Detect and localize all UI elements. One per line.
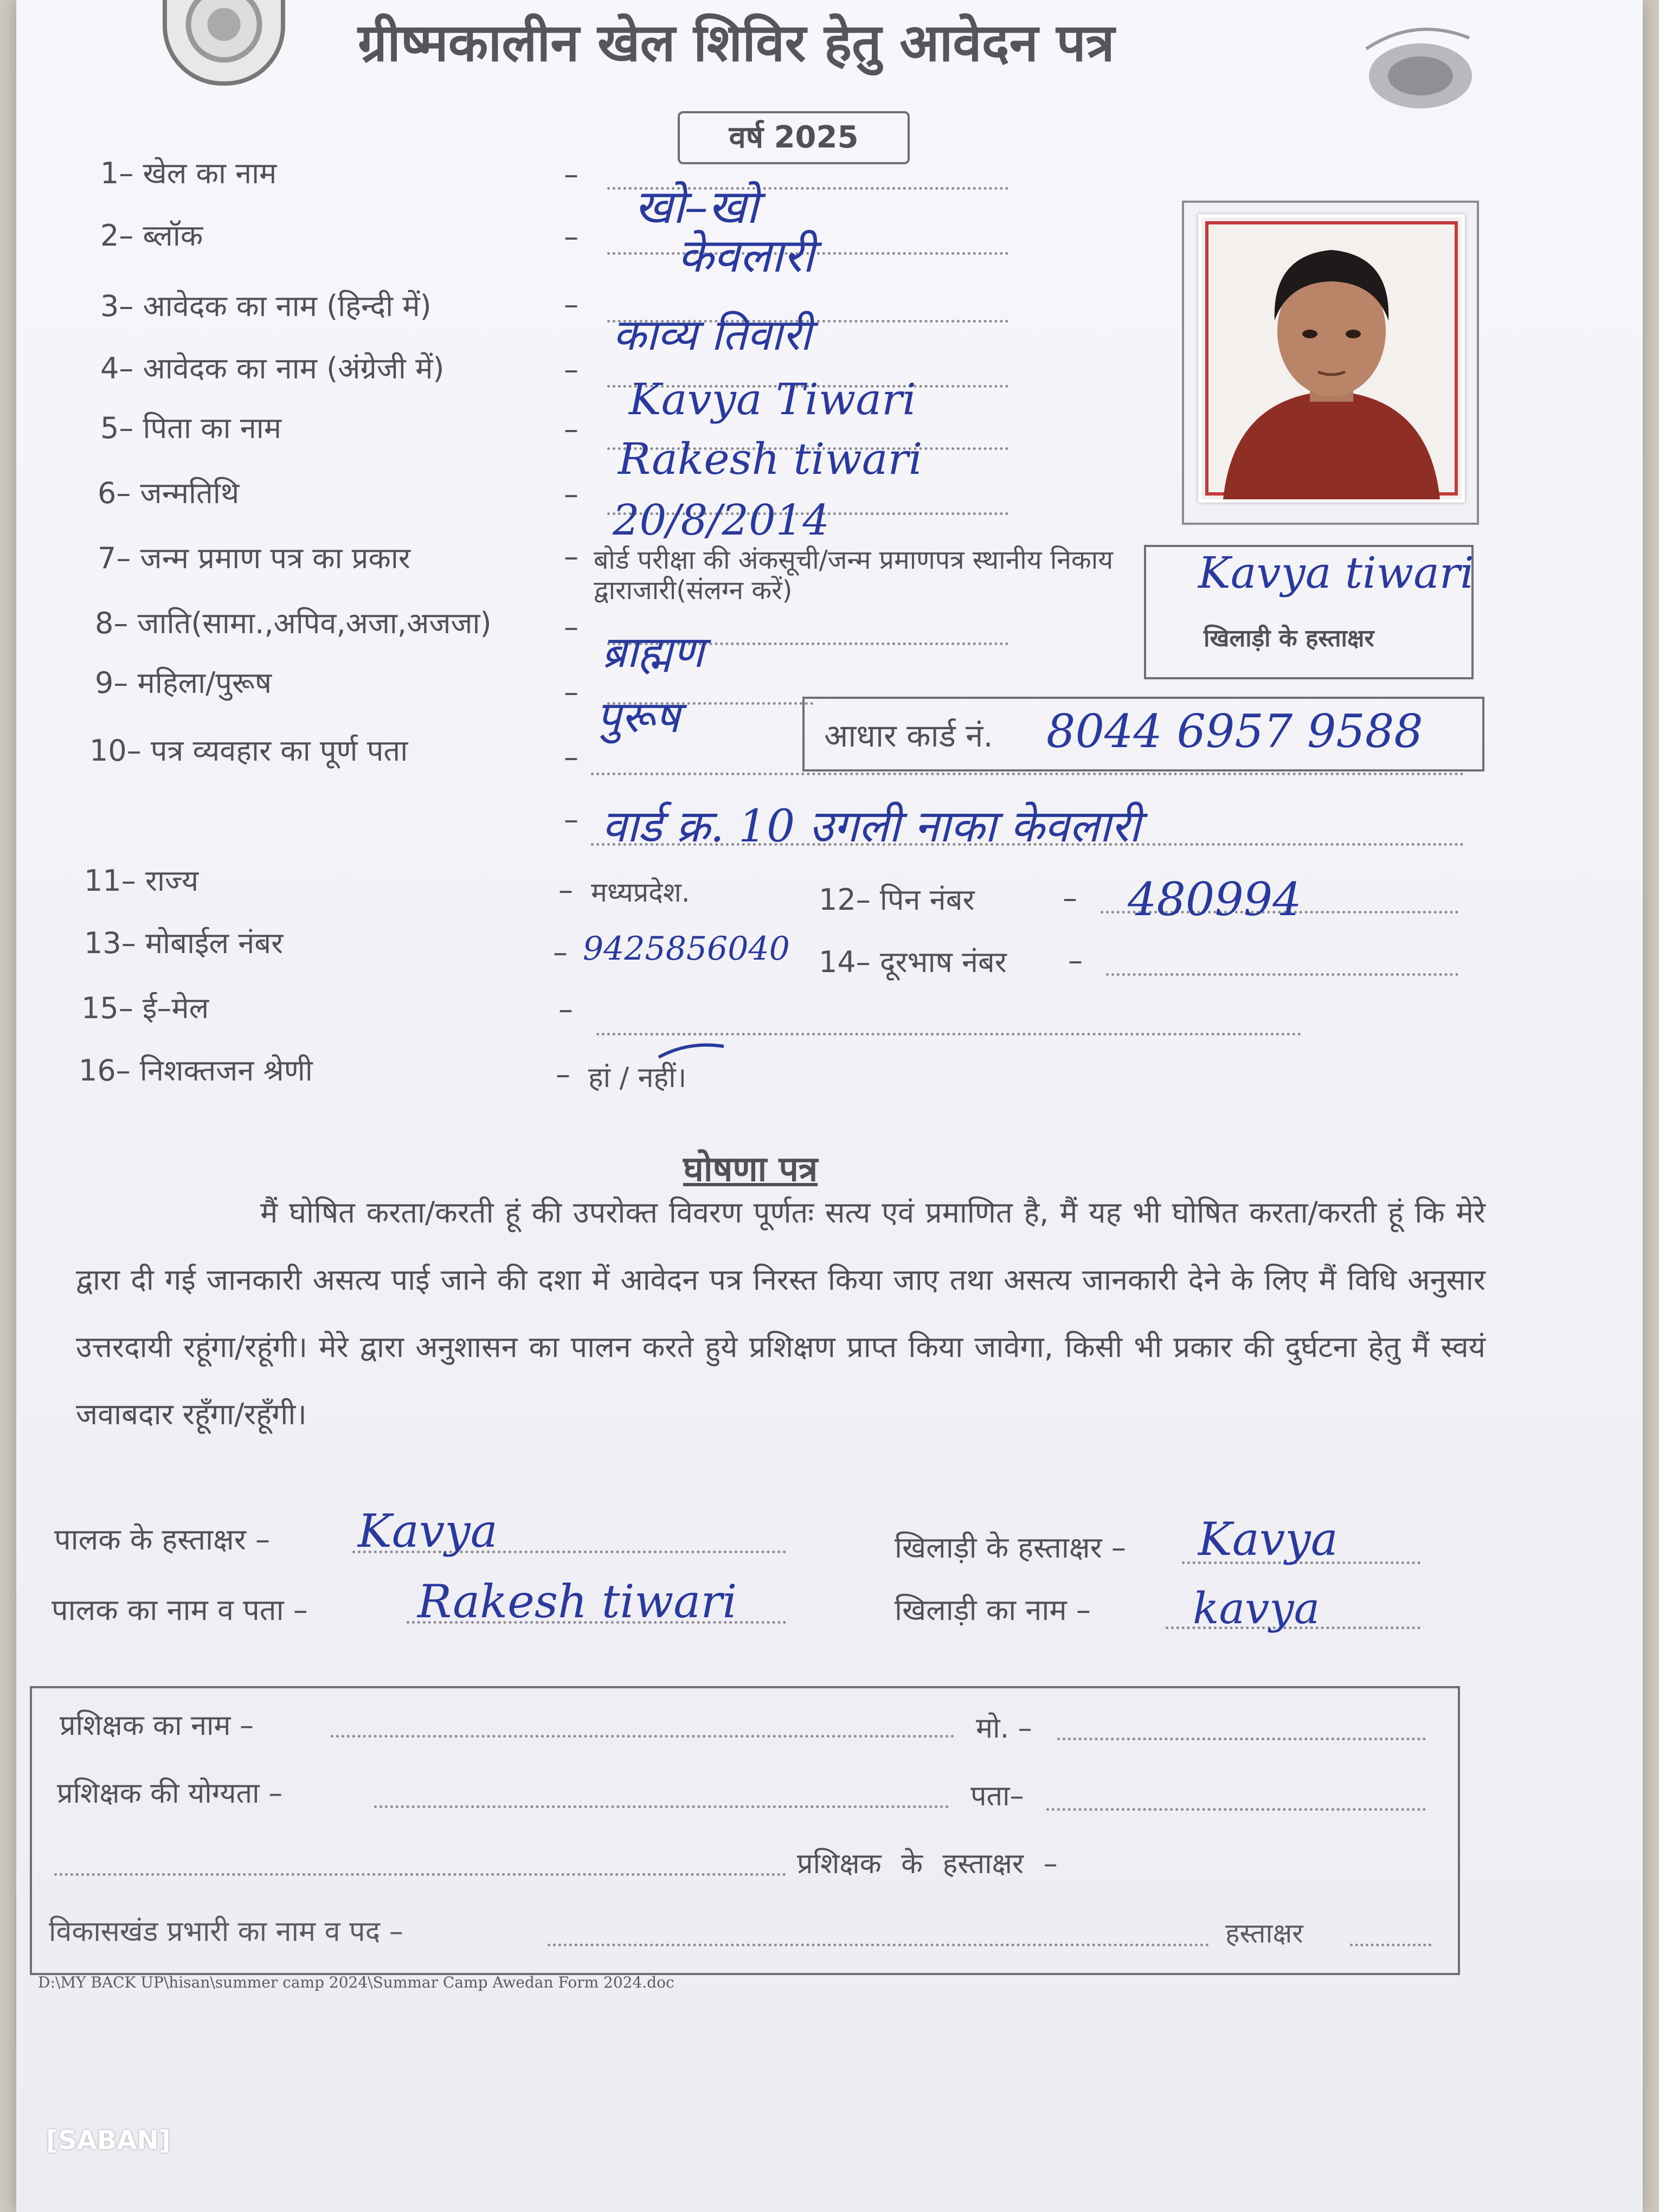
- player-name-value: kavya: [1193, 1583, 1320, 1634]
- aadhaar-value: 8044 6957 9588: [1046, 705, 1423, 758]
- officer-name-label: विकासखंड प्रभारी का नाम व पद –: [49, 1915, 403, 1948]
- guardian-name-label: पालक का नाम व पता –: [52, 1593, 308, 1627]
- field-value-dob: 20/8/2014: [613, 496, 829, 545]
- dotted-line: [331, 1735, 954, 1738]
- dash: –: [564, 352, 578, 387]
- field-value-address: वार्ड क्र. 10 उगली नाका केवलारी: [602, 801, 1141, 852]
- field-label-birth-cert: 7– जन्म प्रमाण पत्र का प्रकार: [98, 541, 410, 575]
- field-value-father: Rakesh tiwari: [618, 434, 923, 484]
- field-value-state: मध्यप्रदेश.: [591, 877, 690, 908]
- field-label-name-hindi: 3– आवेदक का नाम (हिन्दी में): [100, 289, 432, 323]
- aadhaar-label: आधार कार्ड नं.: [824, 717, 993, 754]
- field-label-email: 15– ई–मेल: [81, 991, 209, 1025]
- dotted-line: [548, 1944, 1209, 1946]
- field-value-sport: खो–खो: [634, 180, 758, 234]
- field-value-gender: पुरूष: [596, 692, 680, 742]
- field-label-phone: 14– दूरभाष नंबर: [819, 945, 1007, 979]
- applicant-photo: [1198, 214, 1465, 503]
- file-path-footer: D:\MY BACK UP\hisan\summer camp 2024\Summar Camp Awedan Form 2024.doc: [38, 1973, 674, 1991]
- field-label-sport: 1– खेल का नाम: [100, 156, 277, 190]
- field-value-disability: हां / नहीं।: [588, 1062, 687, 1094]
- dash: –: [564, 287, 578, 321]
- tick-mark-icon: [656, 1041, 726, 1063]
- dash: –: [556, 1057, 570, 1091]
- field-label-father: 5– पिता का नाम: [100, 411, 281, 445]
- field-value-birth-cert: बोर्ड परीक्षा की अंकसूची/जन्म प्रमाणपत्र स्थानीय निकाय द्वाराजारी(संलग्न करें): [594, 545, 1114, 606]
- dash: –: [564, 610, 578, 644]
- dash: –: [1063, 881, 1077, 915]
- field-value-name-english: Kavya Tiwari: [629, 374, 916, 425]
- dotted-line: [54, 1873, 786, 1876]
- dash: –: [564, 740, 578, 774]
- sports-logo-icon: [1355, 16, 1480, 114]
- trainer-mobile-label: मो. –: [976, 1712, 1032, 1745]
- form-title: ग्रीष्मकालीन खेल शिविर हेतु आवेदन पत्र: [358, 12, 1115, 73]
- field-label-caste: 8– जाति(सामा.,अपिव,अजा,अजजा): [95, 606, 492, 640]
- dash: –: [558, 992, 573, 1026]
- dash: –: [564, 675, 578, 709]
- dash: –: [564, 220, 578, 254]
- trainer-qualification-label: प्रशिक्षक की योग्यता –: [57, 1777, 283, 1810]
- dash: –: [564, 412, 578, 446]
- field-label-dob: 6– जन्मतिथि: [98, 476, 240, 510]
- player-signature-label: खिलाड़ी के हस्ताक्षर –: [895, 1531, 1126, 1565]
- field-value-caste: ब्राह्मण: [602, 627, 704, 677]
- player-signature-box-sign: Kavya tiwari: [1198, 548, 1474, 598]
- dash: –: [564, 802, 578, 837]
- field-label-address: 10– पत्र व्यवहार का पूर्ण पता: [89, 734, 408, 768]
- field-label-state: 11– राज्य: [84, 864, 199, 898]
- application-form-paper: [16, 0, 1643, 2212]
- field-value-mobile: 9425856040: [583, 930, 790, 968]
- field-value-name-hindi: काव्य तिवारी: [613, 310, 812, 360]
- trainer-address-label: पता–: [970, 1780, 1024, 1812]
- player-signature-value: Kavya: [1198, 1513, 1338, 1566]
- dotted-line: [591, 773, 1464, 775]
- dash: –: [564, 157, 578, 191]
- dash: –: [558, 873, 573, 907]
- watermark: [SABAN]: [46, 2125, 171, 2156]
- field-label-name-english: 4– आवेदक का नाम (अंग्रेजी में): [100, 351, 445, 385]
- field-label-disability: 16– निशक्तजन श्रेणी: [79, 1053, 313, 1088]
- dotted-line: [596, 1033, 1301, 1036]
- dotted-line: [1350, 1944, 1431, 1946]
- dotted-line: [1046, 1808, 1426, 1811]
- dotted-line: [1057, 1738, 1426, 1740]
- field-value-pincode: 480994: [1128, 873, 1302, 926]
- trainer-signature-label: प्रशिक्षक के हस्ताक्षर –: [797, 1848, 1058, 1880]
- field-label-pincode: 12– पिन नंबर: [819, 883, 975, 917]
- player-name-label: खिलाड़ी का नाम –: [895, 1593, 1091, 1627]
- year-box: वर्ष 2025: [678, 111, 910, 164]
- player-signature-box-caption: खिलाड़ी के हस्ताक्षर: [1204, 625, 1374, 652]
- dash: –: [564, 539, 578, 574]
- dash: –: [553, 935, 568, 969]
- declaration-title: घोषणा पत्र: [683, 1149, 818, 1189]
- dash: –: [564, 477, 578, 511]
- dash: –: [1068, 943, 1083, 978]
- field-label-block: 2– ब्लॉक: [100, 218, 203, 253]
- trainer-name-label: प्रशिक्षक का नाम –: [60, 1709, 254, 1742]
- government-seal-icon: [163, 0, 285, 86]
- field-value-block: केवलारी: [678, 229, 814, 283]
- officer-signature-label: हस्ताक्षर: [1225, 1918, 1303, 1949]
- field-label-mobile: 13– मोबाईल नंबर: [84, 926, 284, 960]
- field-label-gender: 9– महिला/पुरूष: [95, 666, 272, 700]
- guardian-signature-value: Kavya: [358, 1504, 498, 1558]
- guardian-signature-label: पालक के हस्ताक्षर –: [54, 1522, 270, 1557]
- declaration-text: मैं घोषित करता/करती हूं की उपरोक्त विवरण पूर्णतः सत्य एवं प्रमाणित है, मैं यह भी घोषित करता/करती हूं कि मेरे द्वारा दी गई जानकारी असत्य पाई जाने की दशा में आवेदन पत्र निरस्त किया जाए तथा असत्य जानकारी देने के लिए मैं विधि अनुसार उत्तरदायी रहूंगा/रहूंगी। मेरे द्वारा अनुशासन का पालन करते हुये प्रशिक्षण प्राप्त किया जावेगा, किसी भी प्रकार की दुर्घटना हेतु मैं स्वयं जवाबदार रहूँगा/रहूँगी।: [76, 1195, 1486, 1431]
- dotted-line: [1106, 973, 1458, 976]
- dotted-line: [374, 1805, 949, 1808]
- guardian-name-value: Rakesh tiwari: [417, 1575, 737, 1628]
